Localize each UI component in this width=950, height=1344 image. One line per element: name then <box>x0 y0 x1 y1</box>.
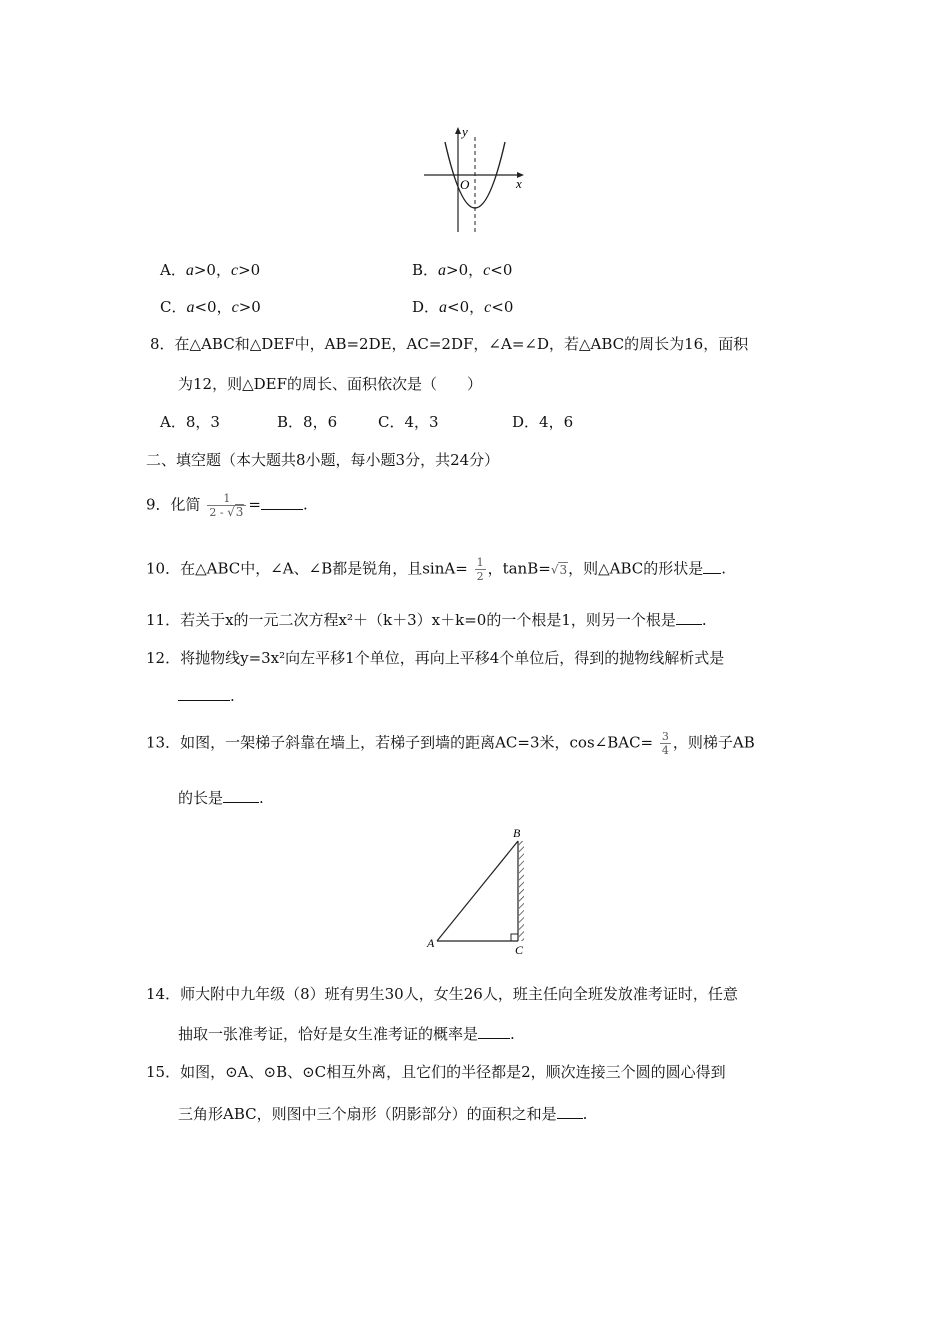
q9-answer-blank[interactable] <box>261 495 303 510</box>
q15-line-1: 15．如图，⊙A、⊙B、⊙C相互外离，且它们的半径都是2，顺次连接三个圆的圆心得到 <box>146 1063 726 1081</box>
y-axis-label: y <box>462 124 468 139</box>
q7-option-b: B．a>0，c<0 <box>412 261 513 279</box>
q13-cos-fraction: $\frac{3}{4}$ <box>661 730 669 757</box>
q10-sqrt: √3 <box>550 562 568 577</box>
q12-answer-blank[interactable] <box>178 686 230 701</box>
q8-option-d: D．4，6 <box>512 413 574 431</box>
ladder-figure <box>425 825 530 955</box>
origin-label: O <box>460 177 470 192</box>
label-a: A <box>427 936 435 950</box>
ladder-ab <box>437 841 518 941</box>
q7-option-a: A．a>0，c>0 <box>160 261 261 279</box>
q15-answer-blank[interactable] <box>557 1104 583 1119</box>
q8-number: 8． <box>150 335 175 353</box>
q8-option-a: A．8，3 <box>160 413 220 431</box>
q9: 9．化简 $\frac{1}{2 - √3}$ = . <box>146 492 308 519</box>
q15-line-2: 三角形ABC，则图中三个扇形（阴影部分）的面积之和是 . <box>178 1105 588 1123</box>
q7-option-c: C．a<0，c>0 <box>160 298 261 316</box>
q8-option-b: B．8，6 <box>277 413 338 431</box>
q11-answer-blank[interactable] <box>676 610 702 625</box>
parabola-graph <box>420 122 530 234</box>
label-b: B <box>513 826 521 840</box>
q9-fraction: $\frac{1}{2 - √3}$ <box>207 492 246 519</box>
q12-line-2: . <box>178 686 235 706</box>
q8-line-1 <box>150 334 748 354</box>
q13-line-2: 的长是 . <box>178 789 264 807</box>
q14-answer-blank[interactable] <box>478 1024 510 1039</box>
q10: 10．在△ABC中，∠A、∠B都是锐角，且sinA= $\frac{1}{2}$ ，tanB=√3，则△ABC的形状是 . <box>146 556 727 583</box>
q14-line-1: 14．师大附中九年级（8）班有男生30人，女生26人，班主任向全班发放准考证时，任意 <box>146 985 738 1003</box>
q10-answer-blank[interactable] <box>703 559 721 574</box>
x-axis-label: x <box>516 176 522 191</box>
q12-line-1: 12．将抛物线y=3x²向左平移1个单位，再向上平移4个单位后，得到的抛物线解析式是 <box>146 649 725 667</box>
q7-option-d: D．a<0，c<0 <box>412 298 514 316</box>
right-angle-mark <box>511 934 518 941</box>
wall-hatching <box>519 841 524 941</box>
q8-text-1: 在△ABC和△DEF中，AB=2DE，AC=2DF，∠A=∠D，若△ABC的周长为16，面积 <box>174 335 749 353</box>
label-c: C <box>515 943 524 955</box>
q14-line-2: 抽取一张准考证，恰好是女生准考证的概率是 . <box>178 1025 515 1043</box>
q8-line-2 <box>178 374 482 394</box>
q13-line-1: 13．如图，一架梯子斜靠在墙上，若梯子到墙的距离AC=3米，cos∠BAC= $\frac{3}{4}$ ，则梯子AB <box>146 730 755 757</box>
y-axis-arrow <box>455 127 461 134</box>
q8-text-2: 为12，则△DEF的周长、面积依次是（ ） <box>178 375 483 393</box>
q11: 11．若关于x的一元二次方程x²＋（k＋3）x＋k=0的一个根是1，则另一个根是 . <box>146 611 707 629</box>
q8-option-c: C．4，3 <box>378 413 439 431</box>
q13-answer-blank[interactable] <box>223 788 259 803</box>
section-2-title: 二、填空题（本大题共8小题，每小题3分，共24分） <box>146 451 500 469</box>
q10-sin-fraction: $\frac{1}{2}$ <box>476 556 484 583</box>
